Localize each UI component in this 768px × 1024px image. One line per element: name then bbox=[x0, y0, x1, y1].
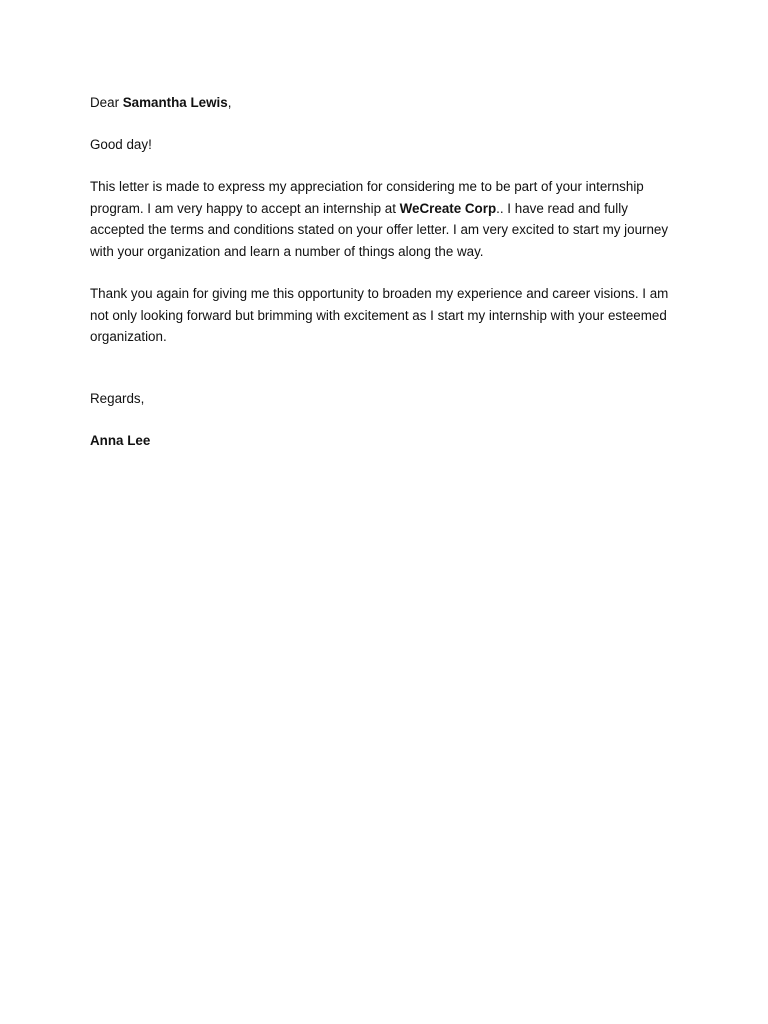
closing: Regards, bbox=[90, 390, 145, 406]
salutation bbox=[90, 92, 670, 114]
company-name: WeCreate Corp bbox=[399, 200, 497, 216]
greeting: Good day! bbox=[90, 137, 152, 153]
signature-text: Anna Lee bbox=[90, 432, 151, 448]
paragraph-2: Thank you again for giving me this opportunity to broaden my experience and career visions. I am not only looking forward but brimming with excitement as I start my internship with your esteemed organization. bbox=[90, 286, 669, 345]
salutation-prefix: Dear bbox=[90, 95, 123, 110]
paragraph-1-part-1: This letter is made to express my appreciation for considering me to be part of your internship program. I am very happy to accept an internship at bbox=[90, 179, 644, 216]
salutation-suffix: , bbox=[227, 95, 232, 110]
letter-body bbox=[90, 92, 670, 452]
paragraph-1 bbox=[90, 176, 670, 262]
recipient-name: Samantha Lewis bbox=[122, 95, 228, 110]
signature-name bbox=[90, 430, 670, 452]
paragraph-1-part-2: .. I have read and fully accepted the terms and conditions stated on your offer letter. I am very excited to start my journey with your organization and learn a number of things along the way. bbox=[90, 200, 669, 259]
